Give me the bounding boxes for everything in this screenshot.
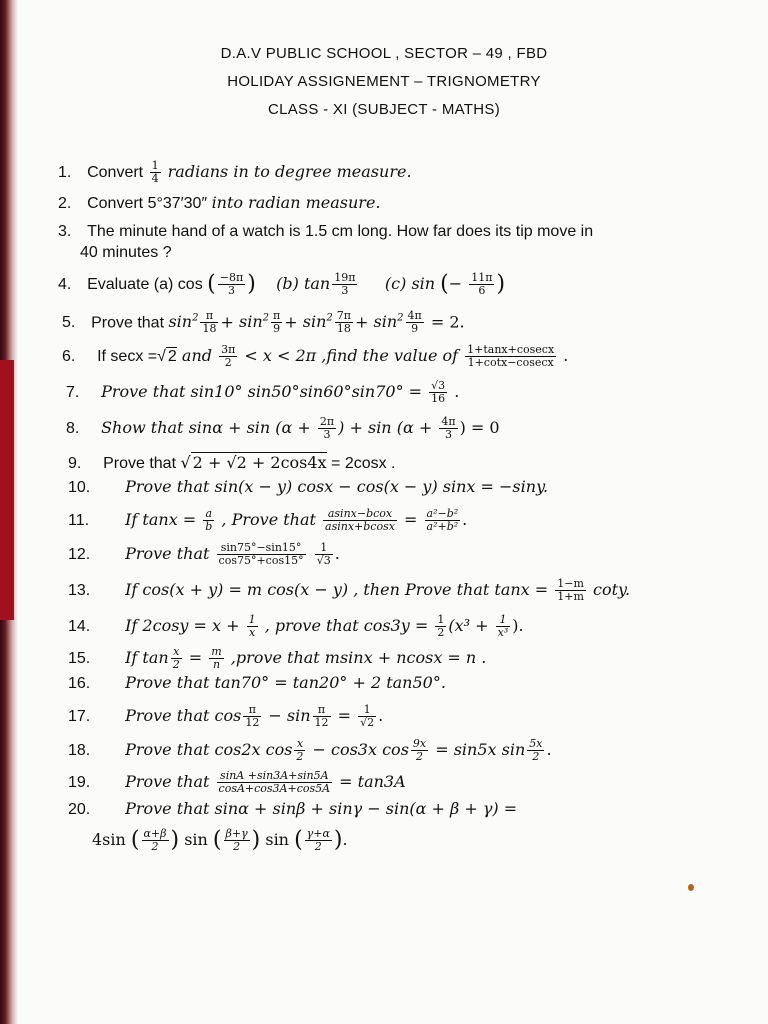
question-15: 15. If tan $\frac{x}{2}$ = $\frac{m}{n}$ ,prove that msinx + ncosx = n . <box>68 645 487 671</box>
school-name: D.A.V PUBLIC SCHOOL , SECTOR – 49 , FBD <box>220 45 548 62</box>
ink-spot <box>688 884 694 891</box>
question-3-line-2: 40 minutes ? <box>80 244 172 261</box>
question-10: 10. Prove that sin(x − y) cosx − cos(x − y) sinx = −siny. <box>68 477 549 496</box>
question-19: 19. Prove that $\frac{\sin A +\sin 3A+\sin 5A}{\cos A+\cos 3A+\cos 5A}$ = tan3A <box>68 769 406 795</box>
question-3: 3. The minute hand of a watch is 1.5 cm long. How far does its tip move in <box>58 223 594 240</box>
fraction: $\frac{1}{4}$ <box>151 159 159 185</box>
question-11: 11. If tanx = $\frac{a}{b}$ , Prove that $\frac{\text{asinx−bcox}}{asinx+bcosx}$ = $\frac{\text{a²−b²}}{\text{a²+b²}}$ . <box>68 507 468 533</box>
question-5: 5. Prove that $\sin^2$ $\frac{\pi}{18}$ + $\sin^2$ $\frac{\pi}{9}$ + $\sin^2$ $\frac{7\pi}{18}$ + $\sin^2$ $\frac{4\pi}{9}$ = 2. <box>62 309 465 336</box>
question-4: 4. Evaluate (a) cos ( $\frac{-8\pi}{3}$ ) (b) tan $\frac{19\pi}{3}$ (c) sin (− $\frac{11\pi}{6}$ ) <box>58 271 506 297</box>
red-background-strip <box>0 360 14 620</box>
question-7: 7. Prove that sin10° sin50°sin60°sin70° = $\frac{√3}{16}$ . <box>66 379 460 405</box>
question-14: 14. If 2cosy = x + $\frac{1}{x}$ , prove that cos3y = $\frac{1}{2}$ (x³ + $\frac{1}{\text{x³}}$ ). <box>68 613 524 639</box>
question-20: 20. Prove that sinα + sinβ + sinγ − sin(α + β + γ) = <box>68 799 518 818</box>
document-header <box>0 40 768 124</box>
question-20-line-2: 4sin ( $\frac{\alpha+\beta}{2}$ ) sin ( $\frac{\beta+\gamma}{2}$ ) sin ( $\frac{\gamma+\alpha}{2}$ ). <box>92 827 348 853</box>
question-17: 17. Prove that cos $\frac{\pi}{12}$ − sin $\frac{\pi}{12}$ = $\frac{1}{√2}$ . <box>68 703 384 729</box>
class-subject-line: CLASS - XI (SUBJECT - MATHS) <box>267 101 501 118</box>
assignment-title: HOLIDAY ASSIGNEMENT – TRIGNOMETRY <box>227 73 541 90</box>
question-9: 9. Prove that √ 2 + √2 + 2cos4x = 2cosx . <box>68 453 396 472</box>
question-2: 2. Convert 5°37′30″ into radian measure. <box>58 193 381 212</box>
question-8: 8. Show that sinα + sin (α + $\frac{2\pi}{3}$ ) + sin (α + $\frac{4\pi}{3}$ ) = 0 <box>66 415 500 441</box>
question-18: 18. Prove that cos2x cos $\frac{x}{2}$ − cos3x cos $\frac{9x}{2}$ = sin5x sin $\frac{5x}{2}$ . <box>68 737 552 763</box>
question-6: 6. If secx =√ 2 and $\frac{3\pi}{2}$ < x < 2π ,find the value of $\frac{1+\tan x+cosecx}{1+\cot x-cosecx}$ . <box>62 343 569 369</box>
question-1: 1. Convert $\frac{1}{4}$ radians in to degree measure. <box>58 159 412 185</box>
page-edge-shadow <box>0 0 18 1024</box>
question-16: 16. Prove that tan70° = tan20° + 2 tan50°. <box>68 673 446 692</box>
question-12: 12. Prove that $\frac{\sin 75^\circ-\sin 15^\circ}{\cos 75^\circ+\cos 15^\circ}$ $\frac{1}{√3}$ . <box>68 541 340 567</box>
question-13: 13. If cos(x + y) = m cos(x − y) , then Prove that tanx = $\frac{1-m}{1+m}$ coty. <box>68 577 631 603</box>
